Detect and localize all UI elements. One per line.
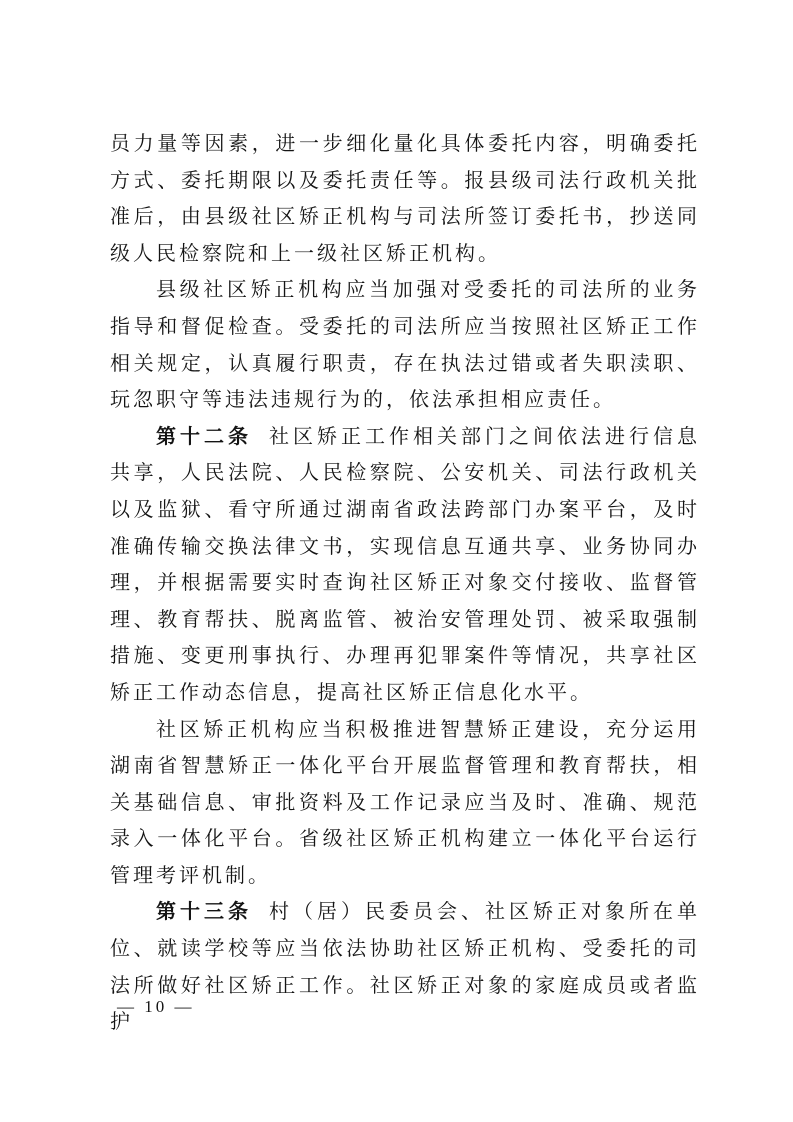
article-number-label: 第十三条 (156, 901, 252, 924)
paragraph-text: 社区矫正工作相关部门之间依法进行信息共享，人民法院、人民检察院、公安机关、司法行政机关以及监狱、看守所通过湖南省政法跨部门办案平台，及时准确传输交换法律文书，实现信息互通共享、业务协同办理，并根据需要实时查询社区矫正对象交付接收、监督管理、教育帮扶、脱离监管、被治安管理处罚、被采取强制措施、变更刑事执行、办理再犯罪案件等情况，共享社区矫正工作动态信息，提高社区矫正信息化水平。 (110, 425, 700, 704)
paragraph-text: 县级社区矫正机构应当加强对受委托的司法所的业务指导和督促检查。受委托的司法所应当按照社区矫正工作相关规定，认真履行职责，存在执法过错或者失职渎职、玩忽职守等违法违规行为的，依法承担相应责任。 (110, 279, 700, 412)
paragraph-text: 社区矫正机构应当积极推进智慧矫正建设，充分运用湖南省智慧矫正一体化平台开展监督管理和教育帮扶，相关基础信息、审批资料及工作记录应当及时、准确、规范录入一体化平台。省级社区矫正机构建立一体化平台运行管理考评机制。 (110, 718, 700, 887)
paragraph-article-12 (110, 419, 700, 712)
page-number: — 10 — (117, 997, 195, 1016)
paragraph (110, 272, 700, 418)
paragraph-text: 员力量等因素，进一步细化量化具体委托内容，明确委托方式、委托期限以及委托责任等。报县级司法行政机关批准后，由县级社区矫正机构与司法所签订委托书，抄送同级人民检察院和上一级社区矫正机构。 (110, 133, 700, 265)
paragraph-text: 村（居）民委员会、社区矫正对象所在单位、就读学校等应当依法协助社区矫正机构、受委托的司法所做好社区矫正工作。社区矫正对象的家庭成员或者监护 (110, 901, 700, 1034)
paragraph (110, 712, 700, 895)
paragraph-continuation (110, 126, 700, 272)
paragraph-article-13 (110, 894, 700, 1040)
article-number-label: 第十二条 (156, 425, 252, 448)
document-body (110, 126, 700, 1041)
